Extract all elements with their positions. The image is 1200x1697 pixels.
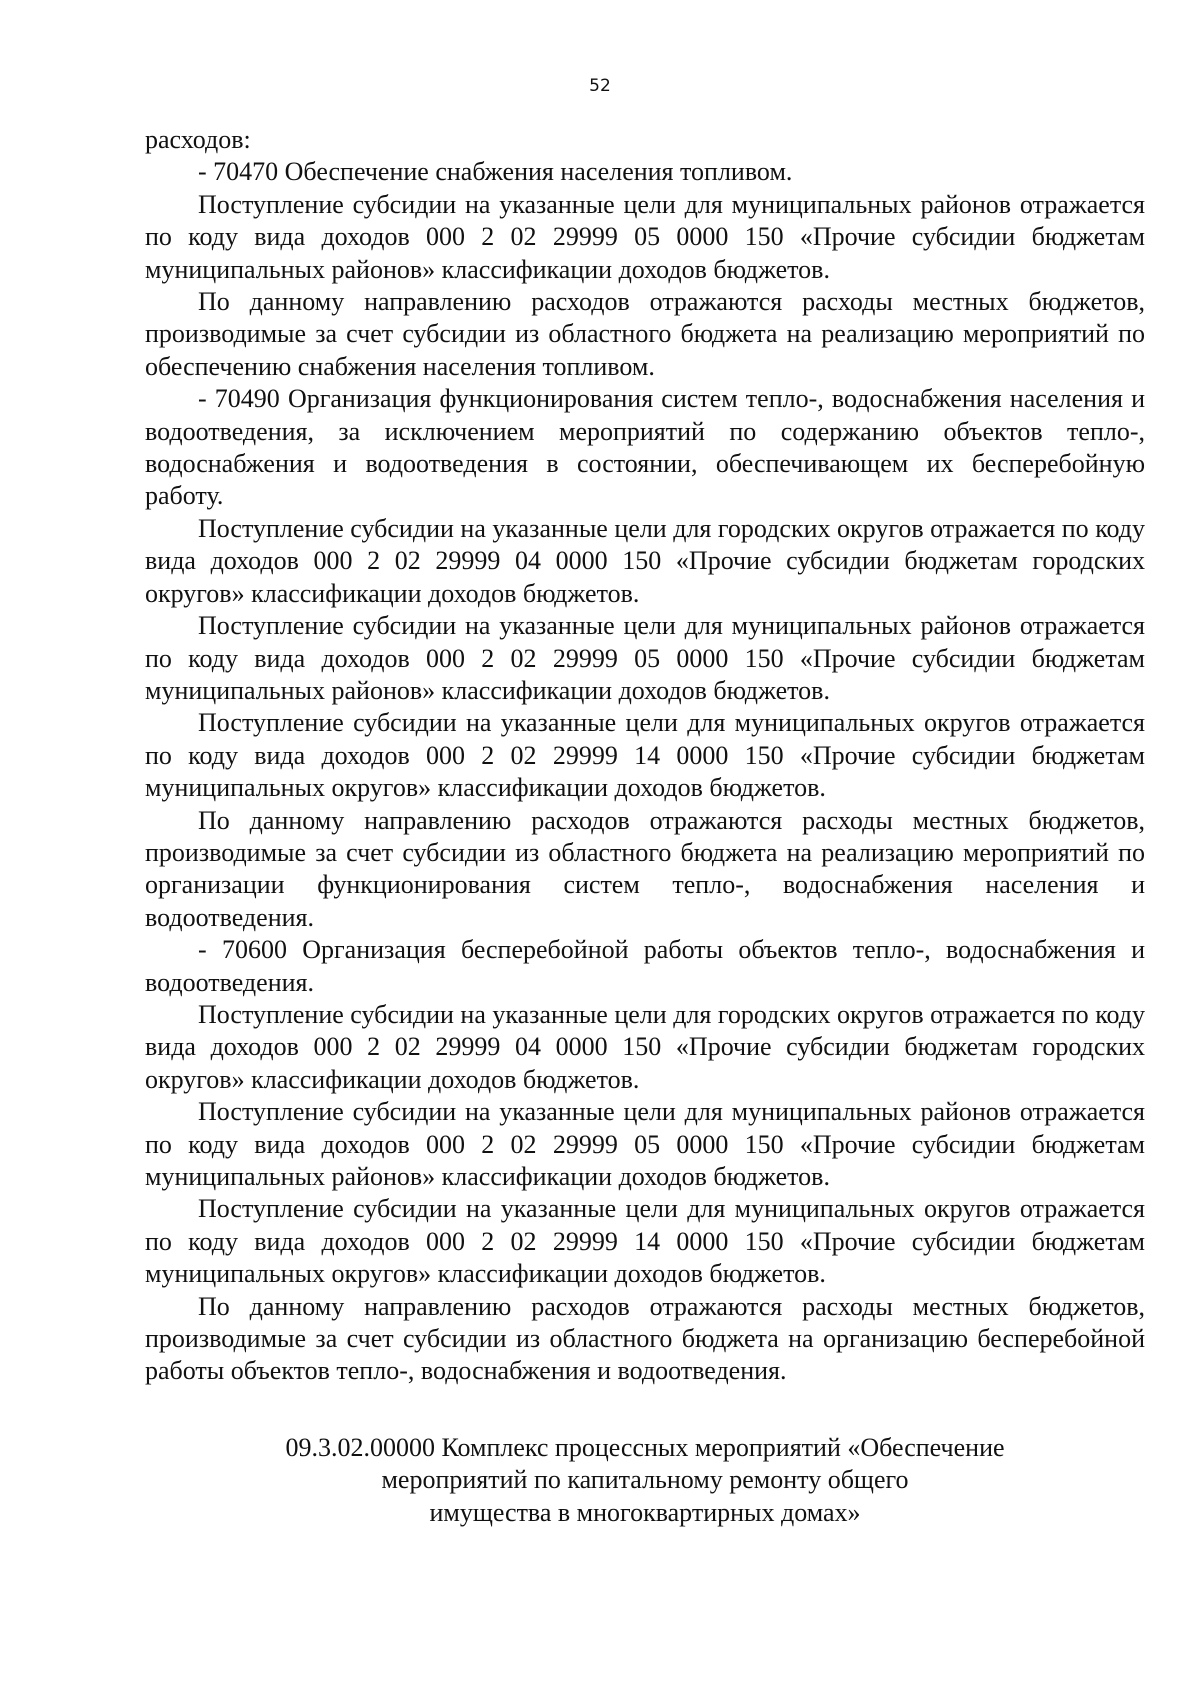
section-heading-line: мероприятий по капитальному ремонту общего — [381, 1465, 909, 1495]
paragraph: Поступление субсидии на указанные цели для городских округов отражается по коду вида доходов 000 2 02 29999 04 0000 150 «Прочие субсидии бюджетам городских округов» классификации доходов бюджетов. — [145, 513, 1145, 608]
document-body — [145, 124, 1145, 1388]
paragraph-continuation: расходов: — [145, 125, 251, 154]
section-heading-line: 09.3.02.00000 Комплекс процессных мероприятий «Обеспечение — [285, 1433, 1005, 1462]
paragraph: Поступление субсидии на указанные цели для городских округов отражается по коду вида доходов 000 2 02 29999 04 0000 150 «Прочие субсидии бюджетам городских округов» классификации доходов бюджетов. — [145, 999, 1145, 1094]
paragraph: Поступление субсидии на указанные цели для муниципальных районов отражается по коду вида доходов 000 2 02 29999 05 0000 150 «Прочие субсидии бюджетам муниципальных районов» классификации доходов бюджетов. — [145, 1097, 1145, 1191]
paragraph-item-70470: - 70470 Обеспечение снабжения населения топливом. — [198, 157, 793, 187]
paragraph: По данному направлению расходов отражаются расходы местных бюджетов, производимые за счет субсидии из областного бюджета на реализацию мероприятий по организации функционирования систем тепло-, водоснабжения населения и водоотведения. — [145, 805, 1145, 932]
page-number: 52 — [589, 76, 611, 96]
paragraph: Поступление субсидии на указанные цели для муниципальных округов отражается по коду вида доходов 000 2 02 29999 14 0000 150 «Прочие субсидии бюджетам муниципальных округов» классификации доходов бюджетов. — [145, 1194, 1145, 1289]
paragraph-item-70600: - 70600 Организация бесперебойной работы объектов тепло-, водоснабжения и водоотведения. — [145, 935, 1145, 997]
paragraph: По данному направлению расходов отражаются расходы местных бюджетов, производимые за счет субсидии из областного бюджета на реализацию мероприятий по обеспечению снабжения населения топливом. — [145, 287, 1145, 381]
paragraph: По данному направлению расходов отражаются расходы местных бюджетов, производимые за счет субсидии из областного бюджета на организацию бесперебойной работы объектов тепло-, водоснабжения и водоотведения. — [145, 1291, 1145, 1386]
paragraph: Поступление субсидии на указанные цели для муниципальных районов отражается по коду вида доходов 000 2 02 29999 05 0000 150 «Прочие субсидии бюджетам муниципальных районов» классификации доходов бюджетов. — [145, 611, 1145, 705]
paragraph-item-70490: - 70490 Организация функционирования систем тепло-, водоснабжения населения и водоотведения, за исключением мероприятий по содержанию объектов тепло-, водоснабжения и водоотведения в состоянии, обеспечивающем их бесперебойную работу. — [145, 384, 1145, 511]
section-heading-line: имущества в многоквартирных домах» — [429, 1497, 861, 1527]
section-heading — [145, 1432, 1145, 1529]
paragraph: Поступление субсидии на указанные цели для муниципальных округов отражается по коду вида доходов 000 2 02 29999 14 0000 150 «Прочие субсидии бюджетам муниципальных округов» классификации доходов бюджетов. — [145, 708, 1145, 803]
paragraph: Поступление субсидии на указанные цели для муниципальных районов отражается по коду вида доходов 000 2 02 29999 05 0000 150 «Прочие субсидии бюджетам муниципальных районов» классификации доходов бюджетов. — [145, 189, 1145, 284]
